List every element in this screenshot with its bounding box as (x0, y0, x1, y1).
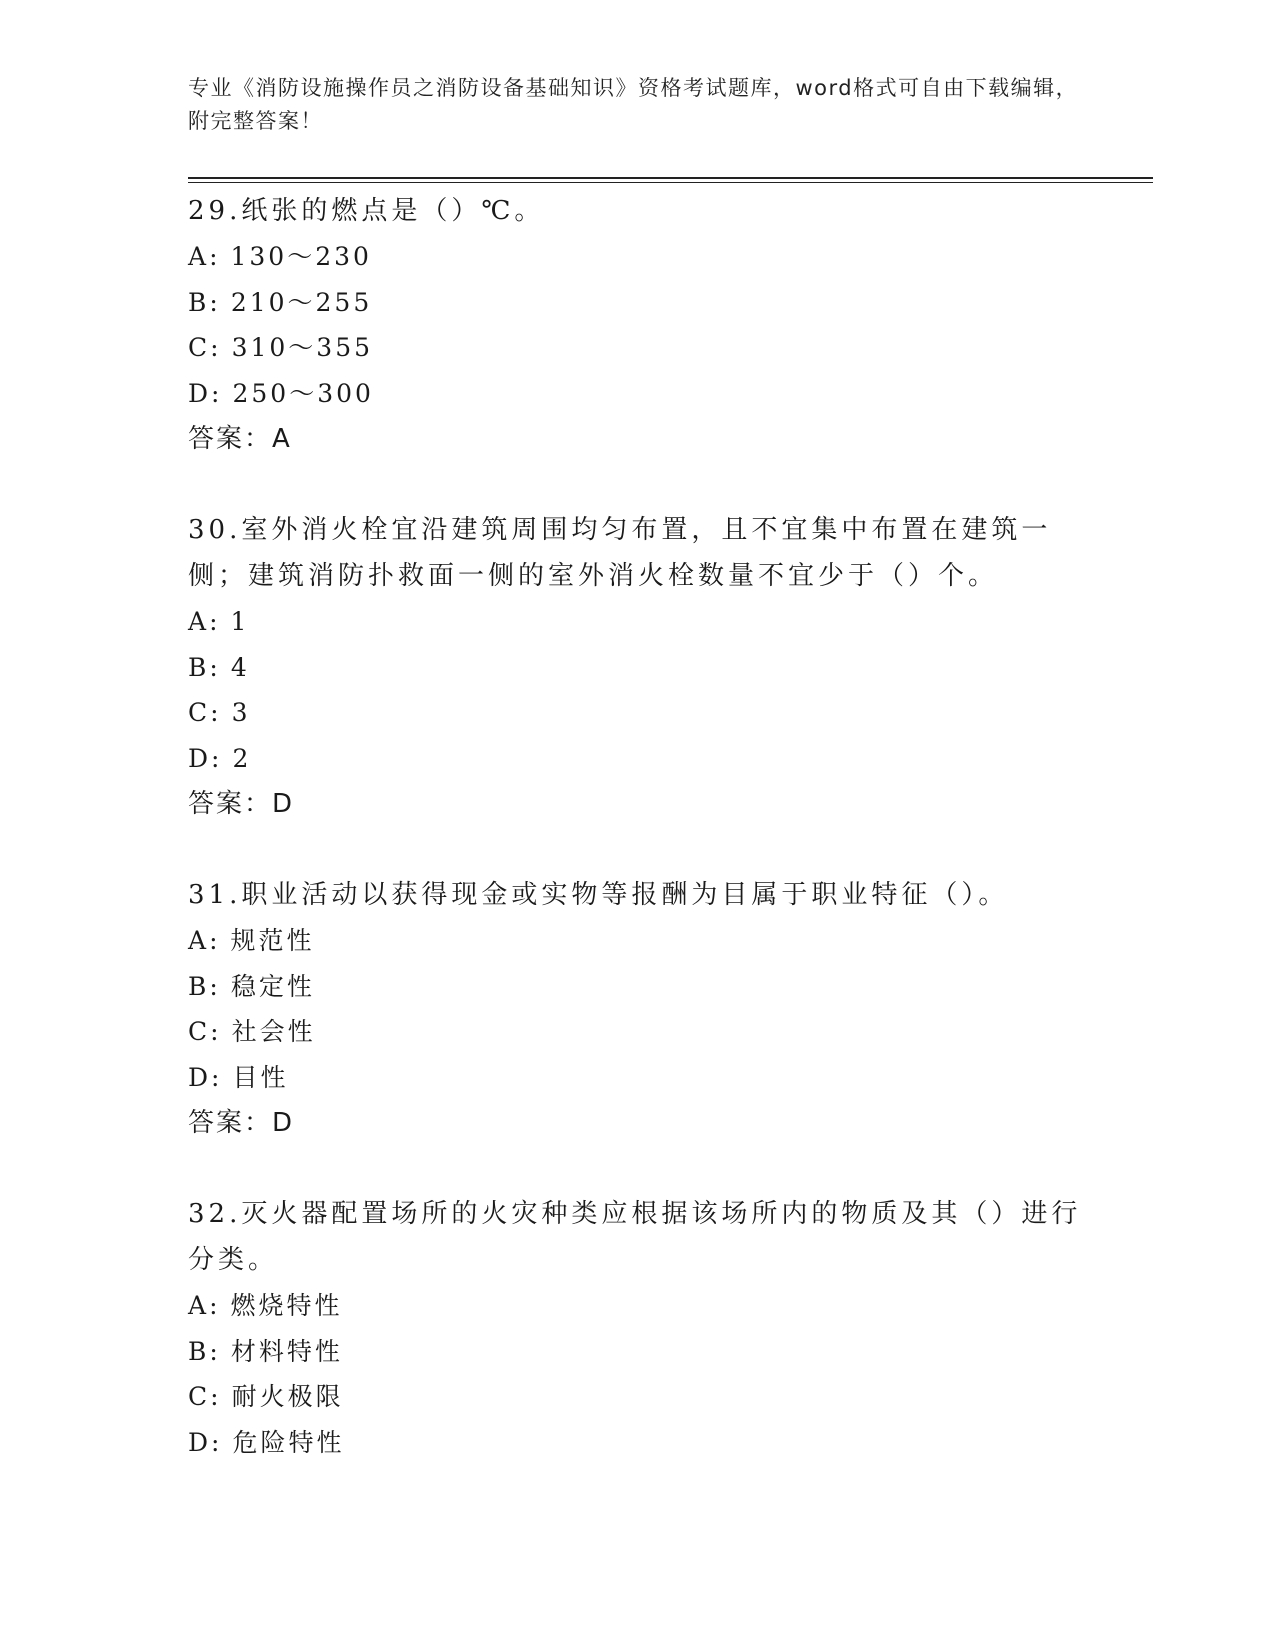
answer-line (188, 1100, 1088, 1146)
option-c: C: 社会性 (188, 1017, 316, 1046)
option-text: 规范性 (230, 926, 315, 955)
option-text: 社会性 (231, 1017, 316, 1046)
option-d: D: 危险特性 (188, 1427, 345, 1457)
option-text: 目性 (232, 1062, 289, 1092)
question-29 (188, 188, 1088, 462)
option-d: D: 目性 (188, 1062, 289, 1092)
option-text: 耐火极限 (231, 1382, 344, 1411)
option-text: 130～230 (230, 242, 372, 271)
option-text: 4 (230, 652, 250, 682)
option-text: 1 (230, 607, 250, 636)
question-stem: 29.纸张的燃点是（）℃。 (188, 196, 545, 226)
header-rule-thick (188, 177, 1153, 179)
question-stem: 32.灭火器配置场所的火灾种类应根据该场所内的物质及其（）进行分类。 (188, 1199, 1082, 1275)
answer-value: D (272, 1108, 295, 1138)
option-d: D: 2 (188, 743, 252, 773)
question-stem: 31.职业活动以获得现金或实物等报酬为目属于职业特征（）。 (188, 880, 1009, 910)
header-text: 专业《消防设施操作员之消防设备基础知识》资格考试题库，word格式可自由下载编辑，附完整答案！ (188, 76, 1079, 133)
answer-label: 答案： (188, 1108, 273, 1138)
question-30 (188, 507, 1088, 827)
option-text: 稳定性 (230, 971, 315, 1001)
option-text: 材料特性 (230, 1336, 343, 1366)
option-b: B: 稳定性 (188, 971, 315, 1001)
question-stem: 30.室外消火栓宜沿建筑周围均匀布置，且不宜集中布置在建筑一侧；建筑消防扑救面一侧的室外消火栓数量不宜少于（）个。 (188, 515, 1052, 591)
option-text: 3 (231, 698, 251, 727)
option-a: A: 规范性 (188, 926, 315, 955)
option-text: 燃烧特性 (230, 1291, 343, 1320)
answer-label: 答案： (188, 789, 273, 819)
header-rule-thin (188, 182, 1153, 183)
option-c: C: 耐火极限 (188, 1382, 344, 1411)
option-text: 310～355 (231, 333, 374, 362)
option-text: 210～255 (230, 287, 373, 317)
answer-value: D (272, 789, 295, 819)
answer-label: 答案： (188, 424, 273, 454)
option-text: 250～300 (232, 378, 374, 408)
question-31 (188, 872, 1088, 1146)
option-a: A: 燃烧特性 (188, 1291, 343, 1320)
answer-value: A (272, 424, 292, 454)
option-b: B: 4 (188, 652, 250, 682)
option-text: 2 (232, 743, 252, 773)
answer-line (188, 416, 1088, 462)
option-d: D: 250～300 (188, 378, 374, 408)
option-c: C: 3 (188, 698, 251, 727)
option-text: 危险特性 (232, 1427, 345, 1457)
question-32 (188, 1191, 1088, 1465)
option-b: B: 材料特性 (188, 1336, 343, 1366)
option-a: A: 130～230 (188, 242, 372, 271)
option-a: A: 1 (188, 607, 250, 636)
page-header (188, 72, 1088, 138)
answer-line (188, 781, 1088, 827)
option-b: B: 210～255 (188, 287, 373, 317)
question-list (188, 188, 1088, 1465)
option-c: C: 310～355 (188, 333, 374, 362)
